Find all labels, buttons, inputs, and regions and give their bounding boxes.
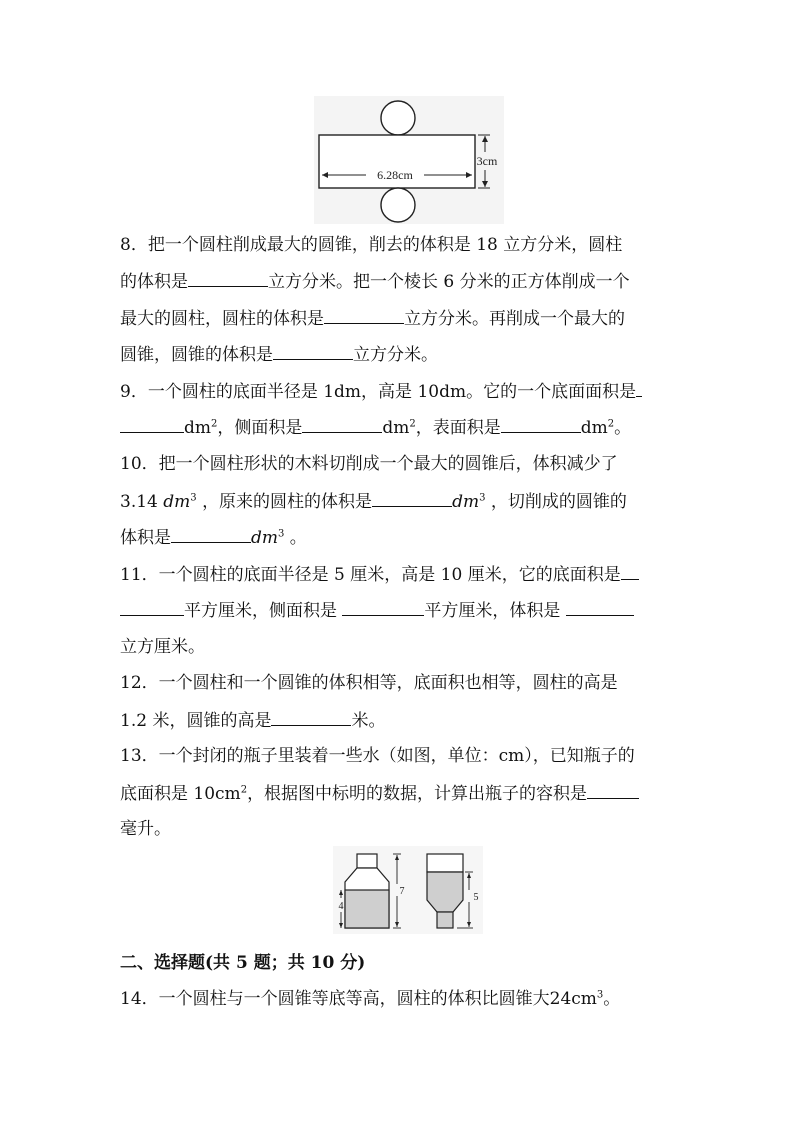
q11-line-2: 平方厘米，侧面积是 平方厘米，体积是 [120,599,680,622]
q11-line-3: 立方厘米。 [120,637,205,657]
net-bottom-circle [381,188,415,222]
water-height-label: 4 [338,901,344,912]
q14-line-1: 14．一个圆柱与一个圆锥等底等高，圆柱的体积比圆锥大$24cm^3$。 [120,989,621,1009]
q8-line-2: 的体积是 立方分米。把一个棱长 6 分米的正方体削成一个 [120,272,630,292]
q10-line-3: 体积是 $dm^3$ 。 [120,528,307,548]
q13-line-2: 底面积是 $10cm^2$，根据图中标明的数据，计算出瓶子的容积是 [120,782,680,805]
upright-water [345,890,389,928]
q8-line-3: 最大的圆柱，圆柱的体积是 立方分米。再削成一个最大的 [120,309,625,329]
net-width-label: 6.28cm [377,168,413,182]
q9-blank-1b[interactable] [120,416,184,433]
q8-blank-1[interactable] [188,270,268,287]
q10-line-1: 10．把一个圆柱形状的木料切削成一个最大的圆锥后，体积减少了 [120,454,618,474]
q12-blank-1[interactable] [271,709,351,726]
q9-blank-2[interactable] [302,416,382,433]
q12-line-2: 1.2 米，圆锥的高是 米。 [120,711,386,731]
q8-line-4: 圆锥，圆锥的体积是 立方分米。 [120,345,438,365]
q11-blank-3[interactable] [566,599,634,616]
q13-blank-1[interactable] [587,782,639,799]
net-height-label: 3cm [476,154,498,168]
q8-blank-2[interactable] [324,307,404,324]
q8-blank-3[interactable] [273,343,353,360]
q10-blank-2[interactable] [171,526,251,543]
q13-line-1: 13．一个封闭的瓶子里装着一些水（如图，单位：cm），已知瓶子的 [120,746,635,766]
q11-blank-2[interactable] [342,599,424,616]
q13-line-3: 毫升。 [120,819,171,839]
bottle-figure [333,846,483,934]
q9-line-1: 9．一个圆柱的底面半径是 1dm，高是 10dm。它的一个底面面积是 [120,380,680,403]
section-title: 二、选择题(共 5 题；共 10 分) [120,953,366,973]
q9-blank-1a[interactable] [636,380,642,397]
net-top-circle [381,101,415,135]
q11-line-1: 11．一个圆柱的底面半径是 5 厘米，高是 10 厘米，它的底面积是 [120,563,680,586]
q11-blank-1b[interactable] [120,599,184,616]
air-height-label: 5 [473,892,479,903]
q12-line-1: 12．一个圆柱和一个圆锥的体积相等，底面积也相等，圆柱的高是 [120,673,618,693]
total-height-label: 7 [399,886,405,897]
q9-blank-3[interactable] [501,416,581,433]
q11-blank-1a[interactable] [621,563,639,580]
q10-blank-1[interactable] [372,490,452,507]
q10-line-2: 3.14 $dm^3$ ，原来的圆柱的体积是 $dm^3$ ，切削成的圆锥的 [120,492,627,512]
q8-line-1: 8．把一个圆柱削成最大的圆锥，削去的体积是 18 立方分米，圆柱 [120,235,623,255]
cylinder-net-figure [314,96,504,224]
q9-line-2: $dm^2$，侧面积是 $dm^2$，表面积是 $dm^2$。 [120,416,680,439]
